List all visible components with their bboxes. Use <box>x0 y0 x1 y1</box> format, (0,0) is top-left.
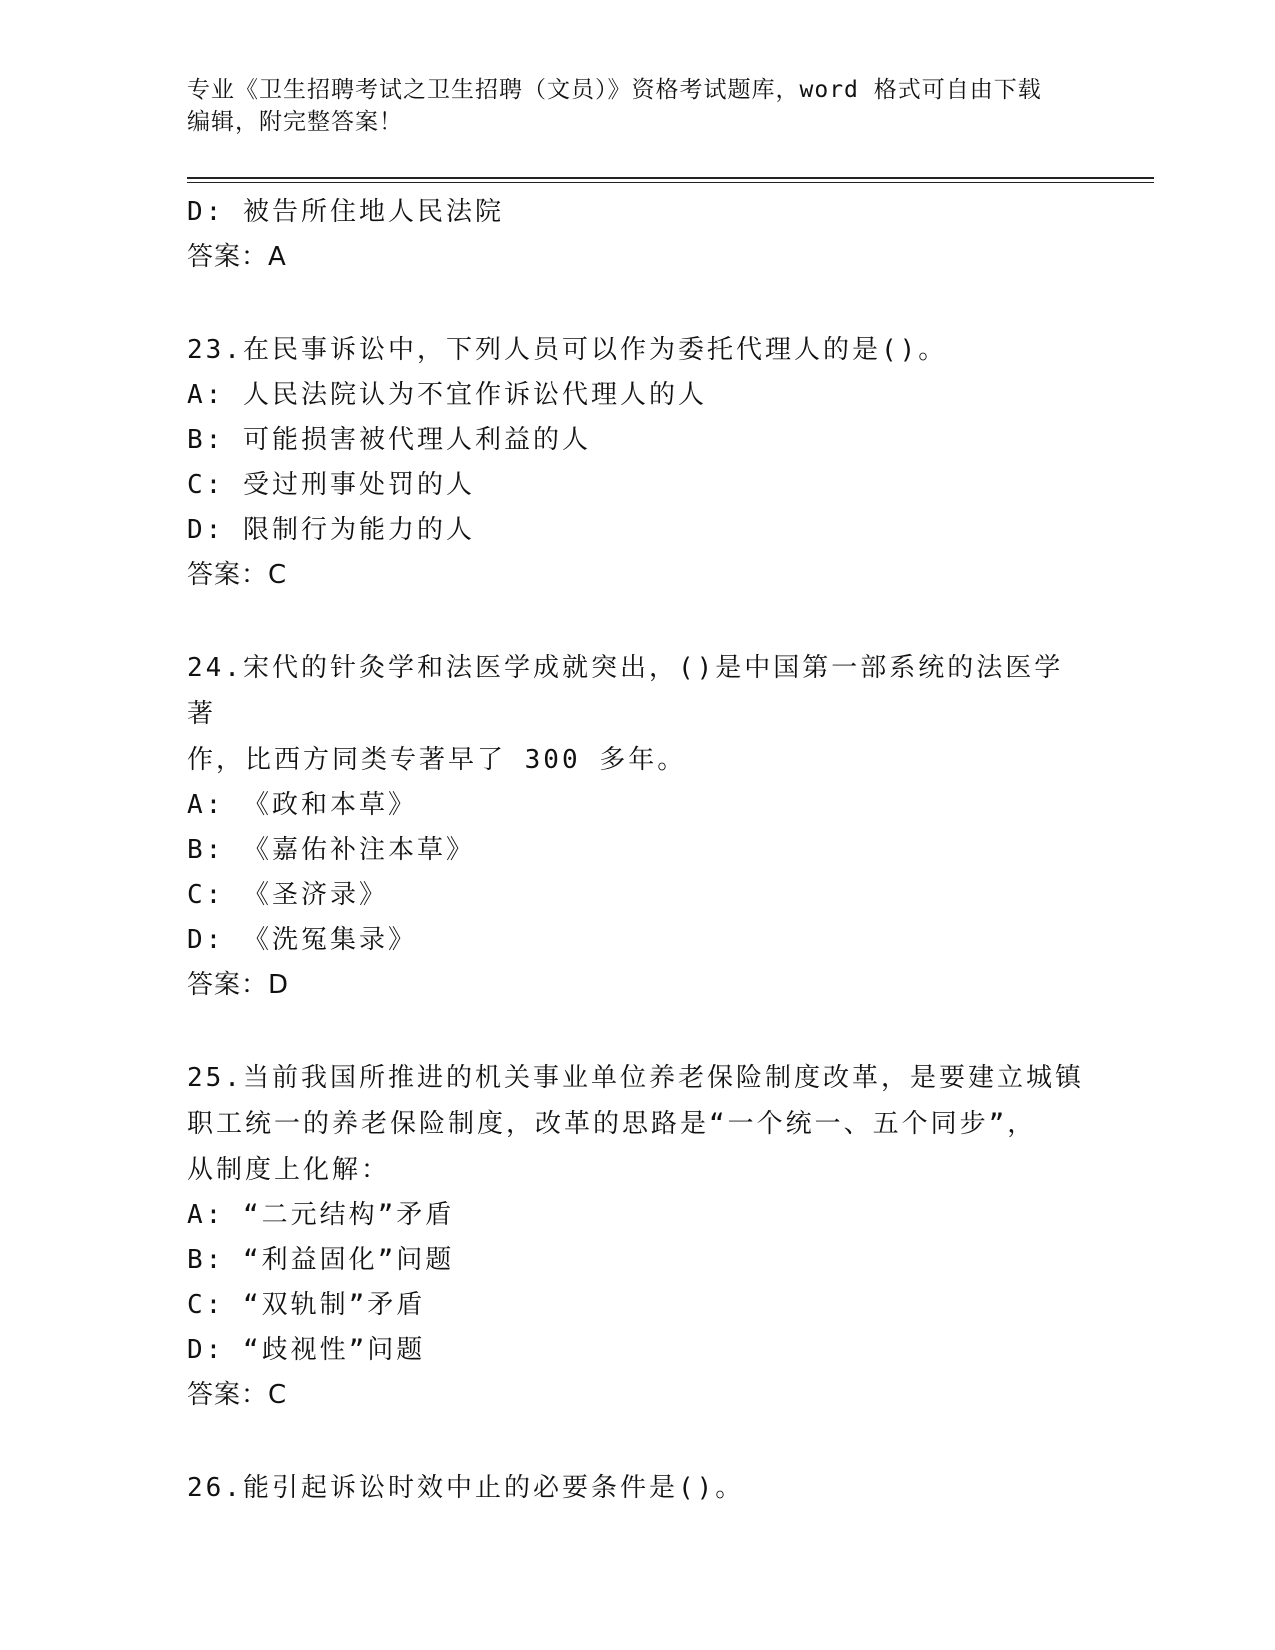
question-stem-cont: 职工统一的养老保险制度，改革的思路是“一个统一、五个同步”， <box>187 1109 1037 1139</box>
prev-answer: 答案：A <box>187 242 287 272</box>
question-stem-cont: 从制度上化解： <box>187 1155 391 1185</box>
question-23 <box>187 327 1087 598</box>
question-stem-cont: 作，比西方同类专著早了 300 多年。 <box>187 745 687 775</box>
answer: 答案：D <box>187 970 290 1000</box>
option-a: A: 人民法院认为不宜作诉讼代理人的人 <box>187 380 707 410</box>
option-d: D: “歧视性”问题 <box>187 1335 426 1365</box>
option-b: B: “利益固化”问题 <box>187 1245 455 1275</box>
option-a: A: “二元结构”矛盾 <box>187 1200 455 1230</box>
question-24 <box>187 645 1087 1008</box>
option-c: C: 《圣济录》 <box>187 880 388 910</box>
option-c: C: “双轨制”矛盾 <box>187 1290 426 1320</box>
option-d: D: 《洗冤集录》 <box>187 925 417 955</box>
document-header <box>187 74 1087 138</box>
header-rule-thin <box>187 182 1154 183</box>
header-rule <box>187 177 1154 179</box>
answer: 答案：C <box>187 1380 288 1410</box>
question-stem: 24.宋代的针灸学和法医学成就突出，()是中国第一部系统的法医学著 <box>187 653 1064 729</box>
option-d: D: 限制行为能力的人 <box>187 515 475 545</box>
question-25 <box>187 1055 1087 1418</box>
option-a: A: 《政和本草》 <box>187 790 417 820</box>
question-26 <box>187 1465 1087 1511</box>
option-c: C: 受过刑事处罚的人 <box>187 470 475 500</box>
question-stem: 23.在民事诉讼中，下列人员可以作为委托代理人的是()。 <box>187 335 948 365</box>
header-line-1: 专业《卫生招聘考试之卫生招聘（文员）》资格考试题库，word 格式可自由下载 <box>187 77 1042 103</box>
question-list <box>187 190 1087 1511</box>
question-stem: 26.能引起诉讼时效中止的必要条件是()。 <box>187 1473 745 1503</box>
header-line-2: 编辑，附完整答案！ <box>187 109 403 135</box>
option-b: B: 可能损害被代理人利益的人 <box>187 425 591 455</box>
answer: 答案：C <box>187 560 288 590</box>
question-stem: 25.当前我国所推进的机关事业单位养老保险制度改革，是要建立城镇 <box>187 1063 1084 1093</box>
prev-option-d: D: 被告所住地人民法院 <box>187 197 504 227</box>
option-b: B: 《嘉佑补注本草》 <box>187 835 475 865</box>
